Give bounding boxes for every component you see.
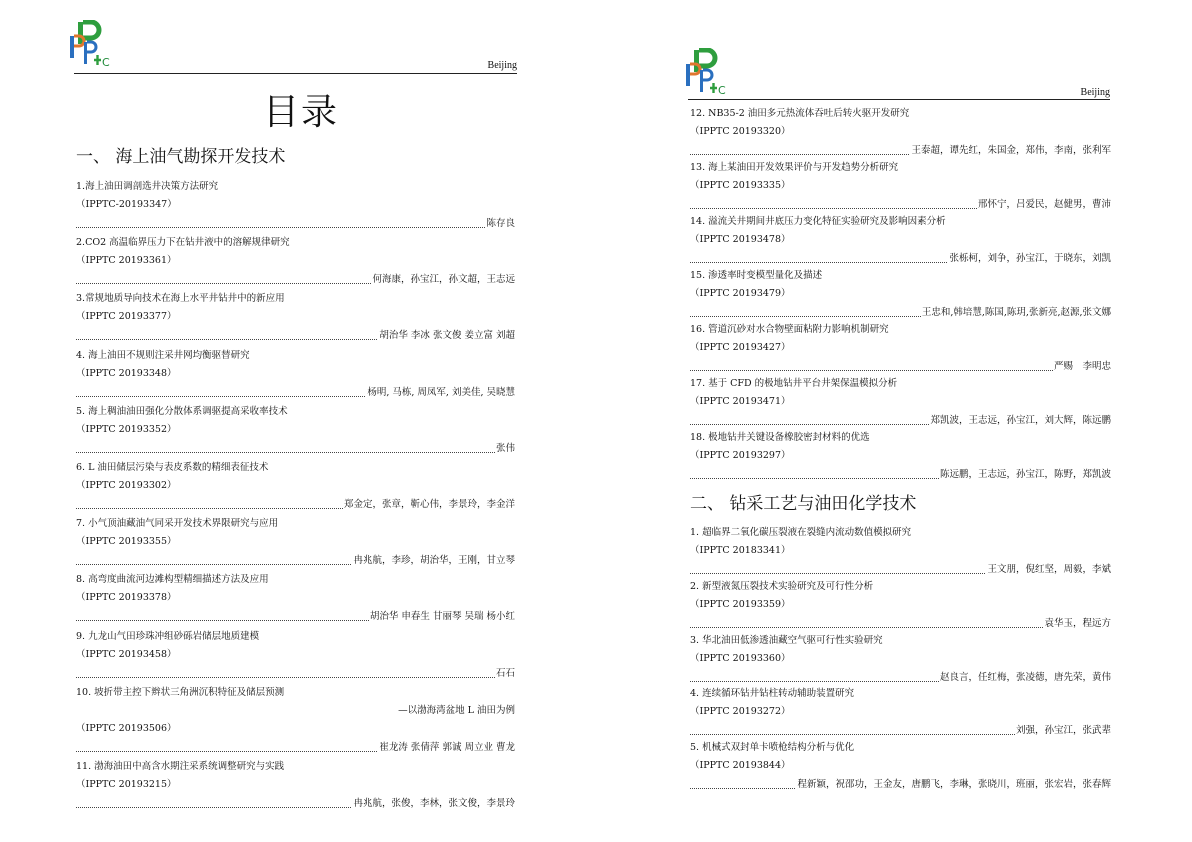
section-heading: 一、 海上油气勘探开发技术	[76, 147, 286, 167]
toc-entry[interactable]	[690, 688, 1111, 742]
toc-entry[interactable]	[76, 574, 515, 630]
toc-entry-authors: 冉兆航，李珍，胡治华，王刚，甘立琴	[353, 555, 515, 567]
ipptc-logo	[684, 48, 730, 96]
toc-entry-title: 14. 溢流关井期间井底压力变化特征实验研究及影响因素分析	[690, 216, 946, 227]
toc-entry-title: 4. 连续循环钻井钻柱转动辅助装置研究	[690, 688, 855, 700]
toc-entry-authors: 胡治华 李冰 张文俊 姜立富 刘超	[379, 330, 515, 342]
toc-entry-title: 1.海上油田调剖选井决策方法研究	[76, 181, 219, 192]
toc-entry-title: 7. 小气顶油藏油气同采开发技术界限研究与应用	[76, 518, 279, 530]
toc-entry-title: 2.CO2 高温临界压力下在钻井液中的溶解规律研究	[76, 237, 290, 249]
toc-entry-code: （IPPTC 20193297）	[690, 450, 791, 461]
toc-entry-title: 5. 海上稠油油田强化分散体系调驱提高采收率技术	[76, 405, 288, 417]
toc-entry-authors: 张伟	[495, 442, 515, 454]
toc-entry[interactable]	[76, 350, 515, 406]
toc-entry[interactable]	[76, 406, 515, 462]
toc-entry-title: 11. 渤海油田中高含水期注采系统调整研究与实践	[76, 761, 285, 772]
header-rule	[688, 99, 1110, 100]
section-heading: 二、 钻采工艺与油田化学技术	[690, 494, 917, 514]
toc-entry[interactable]	[690, 581, 1111, 635]
toc-entry-authors: 王文朋，倪红坚，周毅，李斌	[987, 564, 1111, 575]
toc-entry[interactable]	[76, 462, 515, 518]
toc-entry[interactable]	[690, 432, 1111, 486]
toc-entry-authors: 王忠和,韩培慧,陈国,陈玥,张新亮,赵源,张文娜	[921, 307, 1111, 318]
toc-entry[interactable]	[690, 324, 1111, 378]
dot-leader	[690, 370, 1111, 371]
toc-entry-authors: 赵良言，任红梅，张凌德，唐先荣，黄伟	[939, 671, 1111, 683]
toc-entry-authors: 邢怀宁，吕爱民，赵健男，曹沛	[977, 199, 1111, 210]
toc-entry-code: （IPPTC 20193479）	[690, 288, 791, 299]
header-rule	[74, 73, 517, 74]
toc-entry-title: 15. 渗透率时变模型量化及描述	[690, 270, 823, 281]
toc-entry[interactable]	[690, 635, 1111, 689]
toc-entry[interactable]	[76, 518, 515, 574]
toc-entry-authors: 石石	[495, 667, 515, 679]
toc-entry[interactable]	[76, 761, 515, 817]
toc-entry-code: （IPPTC 20193355）	[76, 536, 177, 548]
header-city: Beijing	[1080, 87, 1110, 98]
svg-text:C: C	[718, 84, 726, 96]
right-page	[596, 0, 1192, 842]
toc-entry-authors: 严赐 李明忠	[1053, 361, 1111, 372]
toc-entry-authors: 郑凯波，王志远，孙宝江，刘大辉，陈远鹏	[930, 415, 1111, 426]
toc-entry-title: 13. 海上某油田开发效果评价与开发趋势分析研究	[690, 162, 899, 173]
toc-entry-title: 3. 华北油田低渗透油藏空气驱可行性实验研究	[690, 634, 883, 646]
toc-entry-title: 1. 超临界二氧化碳压裂液在裂缝内流动数值模拟研究	[690, 527, 912, 538]
toc-entry-authors: 陈存良	[486, 218, 515, 229]
toc-entry-title: 5. 机械式双封单卡喷枪结构分析与优化	[690, 742, 855, 754]
header-city: Beijing	[487, 60, 517, 71]
toc-entry-title: 8. 高弯度曲流河边滩构型精细描述方法及应用	[76, 574, 269, 586]
toc-entry-title: 16. 管道沉砂对水合物壁面粘附力影响机制研究	[690, 324, 889, 335]
toc-entry-authors: 张栎柯，刘争，孙宝江，于晓东，刘凯	[949, 253, 1111, 264]
toc-entry-authors: 杨明, 马栋, 周凤军, 刘美佳, 吴晓慧	[367, 386, 515, 398]
toc-entry[interactable]	[690, 742, 1111, 796]
toc-entry-authors: 崔龙涛 张倩萍 郭诚 周立业 曹龙	[379, 741, 515, 753]
toc-entry-code: （IPPTC 20193361）	[76, 255, 177, 267]
toc-entry-code: （IPPTC 20193377）	[76, 311, 177, 323]
toc-entry-authors: 刘强，孙宝江，张武辈	[1015, 725, 1111, 737]
toc-entry[interactable]	[690, 378, 1111, 432]
toc-entry-authors: 袁华玉，程远方	[1044, 617, 1111, 629]
toc-entry-title: 10. 坡折带主控下辫状三角洲沉积特征及储层预测	[76, 686, 285, 698]
toc-entry-authors: 陈远鹏，王志远，孙宝江，陈野，郑凯波	[939, 469, 1111, 480]
toc-entry-code: （IPPTC-20193347）	[76, 199, 177, 210]
toc-entry-code: （IPPTC 20193215）	[76, 779, 177, 790]
toc-entry[interactable]	[690, 216, 1111, 270]
svg-text:C: C	[102, 56, 110, 68]
toc-entry-code: （IPPTC 20193302）	[76, 480, 177, 491]
dot-leader	[76, 677, 515, 678]
toc-entry-authors: 程新颖，祝邵功，王金友，唐鹏飞，李琳，张晓川，班丽，张宏岩，张春辉	[797, 779, 1111, 791]
toc-entry-title: 17. 基于 CFD 的极地钻井平台井架保温模拟分析	[690, 378, 898, 389]
toc-entry-authors: 冉兆航，张俊，李林，张文俊，李景玲	[353, 798, 515, 809]
toc-entry-code: （IPPTC 20193272）	[690, 706, 791, 718]
toc-entry-code: （IPPTC 20193348）	[76, 367, 177, 379]
toc-entry-authors: 郑金定，张章，靳心伟，李景玲，李金洋	[343, 499, 515, 510]
toc-entry[interactable]	[690, 108, 1111, 162]
toc-entry-code: （IPPTC 20193427）	[690, 342, 791, 353]
toc-entry-title: 3.常规地质导向技术在海上水平井钻井中的新应用	[76, 293, 285, 305]
toc-entry-code: （IPPTC 20193359）	[690, 598, 791, 610]
toc-entry-code: （IPPTC 20193360）	[690, 652, 791, 664]
toc-entry-code: （IPPTC 20193458）	[76, 648, 177, 660]
toc-entry[interactable]	[76, 686, 515, 753]
toc-entry-subtitle: —以渤海湾盆地 L 油田为例	[398, 704, 515, 716]
toc-entry[interactable]	[76, 293, 515, 349]
toc-entry[interactable]	[690, 270, 1111, 324]
toc-entry-code: （IPPTC 20193506）	[76, 722, 177, 734]
dot-leader	[76, 452, 515, 453]
toc-entry[interactable]	[76, 237, 515, 293]
toc-entry-authors: 王泰超，谭先红，朱国金，郑伟，李南，张利军	[911, 145, 1111, 156]
toc-entry-code: （IPPTC 20193844）	[690, 760, 791, 772]
toc-entry-title: 9. 九龙山气田珍珠冲组砂砾岩储层地质建模	[76, 630, 260, 642]
toc-entry-code: （IPPTC 20193335）	[690, 180, 791, 191]
toc-entry-title: 18. 极地钻井关键设备橡胶密封材料的优选	[690, 432, 870, 443]
ipptc-logo	[68, 20, 114, 68]
toc-entry[interactable]	[690, 527, 1111, 581]
toc-entry[interactable]	[76, 181, 515, 237]
dot-leader	[76, 227, 515, 228]
toc-entry-authors: 胡治华 申春生 甘丽琴 吴瑞 杨小红	[369, 611, 515, 623]
toc-entry[interactable]	[76, 631, 515, 687]
toc-entry[interactable]	[690, 162, 1111, 216]
toc-entry-code: （IPPTC 20183341）	[690, 545, 791, 556]
toc-entry-code: （IPPTC 20193320）	[690, 126, 791, 137]
toc-entry-code: （IPPTC 20193352）	[76, 423, 177, 435]
toc-entry-title: 12. NB35-2 油田多元热流体吞吐后转火驱开发研究	[690, 108, 910, 119]
toc-entry-title: 4. 海上油田不规则注采井网均衡驱替研究	[76, 349, 250, 361]
toc-title: 目录	[263, 92, 340, 133]
toc-entry-title: 6. L 油田储层污染与表皮系数的精细表征技术	[76, 462, 269, 473]
toc-entry-authors: 何海康，孙宝江，孙文超，王志远	[372, 274, 515, 286]
toc-entry-title: 2. 新型液氮压裂技术实验研究及可行性分析	[690, 580, 874, 592]
toc-entry-code: （IPPTC 20193378）	[76, 592, 177, 604]
toc-entry-code: （IPPTC 20193471）	[690, 396, 791, 407]
toc-entry-code: （IPPTC 20193478）	[690, 234, 791, 245]
